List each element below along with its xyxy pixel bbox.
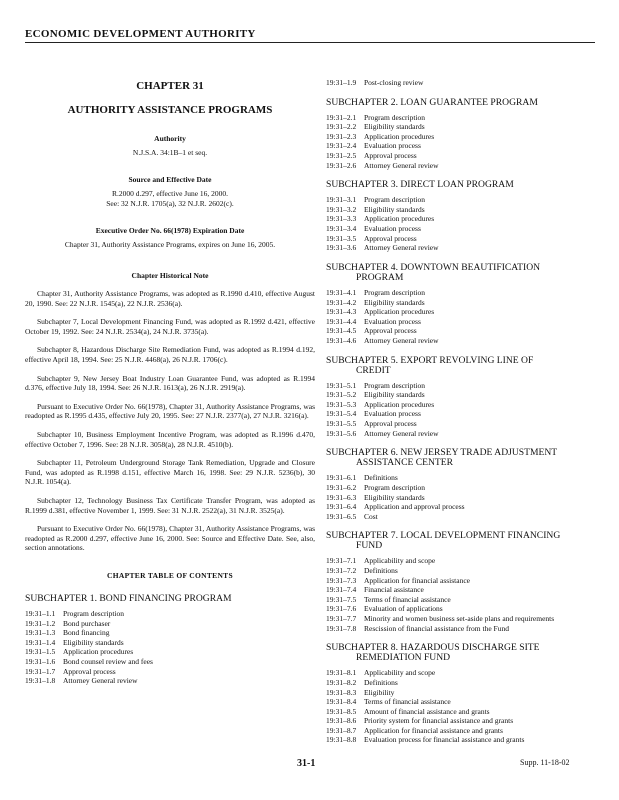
subchapter-1-list — [25, 609, 315, 686]
toc-row — [326, 595, 594, 605]
section-title: Attorney General review — [63, 676, 138, 686]
authority-label: Authority — [154, 134, 186, 143]
subchapter-list — [326, 98, 594, 745]
source-line-2: See: 32 N.J.R. 1705(a), 32 N.J.R. 2602(c). — [106, 199, 234, 208]
section-number: 19:31–8.7 — [326, 725, 357, 735]
history-note: Subchapter 8, Hazardous Discharge Site Remediation Fund, was adopted as R.1994 d.192, effective April 18, 1994. See: 25 N.J.R. 4468(a), 26 N.J.R. 1706(c). — [25, 345, 315, 364]
section-number: 19:31–1.3 — [25, 628, 56, 638]
section-number: 19:31–8.5 — [326, 706, 357, 716]
section-title: Application for financial assistance — [364, 575, 471, 585]
toc-row — [326, 195, 594, 205]
subchapter-1-title: SUBCHAPTER 1. BOND FINANCING PROGRAM — [25, 592, 232, 604]
section-number: 19:31–4.1 — [326, 287, 357, 297]
toc-row — [326, 493, 594, 503]
toc-row — [326, 614, 594, 624]
section-number: 19:31–7.3 — [326, 575, 357, 585]
section-title: Eligibility standards — [364, 492, 425, 502]
subchapter-title — [326, 448, 594, 468]
section-title: Bond counsel review and fees — [63, 656, 153, 666]
toc-row — [326, 429, 594, 439]
running-header: ECONOMIC DEVELOPMENT AUTHORITY — [25, 28, 595, 43]
toc-row — [326, 576, 594, 586]
section-number: 19:31–3.6 — [326, 243, 357, 253]
section-number: 19:31–1.5 — [25, 647, 56, 657]
section-number: 19:31–3.3 — [326, 214, 357, 224]
subchapter-title-cont: REMEDIATION FUND — [356, 652, 451, 664]
section-title: Approval process — [364, 233, 417, 243]
toc-row — [326, 688, 594, 698]
toc-row — [25, 619, 315, 629]
toc-row — [326, 707, 594, 717]
section-number: 19:31–8.6 — [326, 716, 357, 726]
toc-row — [326, 298, 594, 308]
supplement-date: Supp. 11-18-02 — [520, 758, 570, 767]
page-number: 31-1 — [297, 758, 316, 769]
section-number: 19:31–7.6 — [326, 604, 357, 614]
section-title: Application for financial assistance and grants — [364, 725, 503, 735]
section-title: Program description — [364, 482, 426, 492]
section-number: 19:31–4.6 — [326, 335, 357, 345]
section-number: 19:31–8.4 — [326, 697, 357, 707]
section-title: Evaluation process — [364, 409, 421, 419]
section-title: Applicability and scope — [364, 556, 436, 566]
section-number: 19:31–7.2 — [326, 566, 357, 576]
toc-row — [326, 381, 594, 391]
toc-row — [326, 78, 594, 88]
section-number: 19:31–5.6 — [326, 428, 357, 438]
toc-row — [326, 234, 594, 244]
toc-row — [326, 317, 594, 327]
subchapter-title-text: SUBCHAPTER 5. EXPORT REVOLVING LINE OF — [326, 354, 534, 366]
toc-row — [326, 243, 594, 253]
subchapter-title — [326, 531, 594, 551]
subchapter-title — [326, 643, 594, 663]
subchapter-title-cont: FUND — [356, 540, 383, 552]
section-number: 19:31–7.7 — [326, 614, 357, 623]
toc-row — [326, 132, 594, 142]
section-number: 19:31–8.3 — [326, 687, 357, 697]
section-number: 19:31–1.6 — [25, 656, 56, 666]
subchapter-title-text: SUBCHAPTER 2. LOAN GUARANTEE PROGRAM — [326, 96, 538, 108]
section-title: Attorney General review — [364, 335, 439, 345]
toc-row — [326, 224, 594, 234]
toc-row — [326, 409, 594, 419]
section-number: 19:31–7.8 — [326, 623, 357, 633]
authority-text: N.J.S.A. 34:1B–1 et seq. — [132, 148, 208, 157]
section-number: 19:31–4.3 — [326, 307, 357, 317]
eo-text: Chapter 31, Authority Assistance Programs, expires on June 16, 2005. — [64, 240, 276, 249]
section-number: 19:31–1.2 — [25, 618, 56, 628]
right-column — [326, 78, 594, 745]
section-number: 19:31–5.1 — [326, 380, 357, 390]
section-number: 19:31–7.5 — [326, 594, 357, 604]
section-title: Evaluation process — [364, 224, 421, 234]
toc-row — [25, 667, 315, 677]
toc-row — [326, 141, 594, 151]
toc-row — [326, 205, 594, 215]
section-number: 19:31–6.2 — [326, 482, 357, 492]
toc-row — [25, 609, 315, 619]
history-notes — [25, 289, 315, 553]
section-title: Bond purchaser — [63, 618, 111, 628]
history-note: Subchapter 7, Local Development Financing Fund, was adopted as R.1992 d.421, effective October 19, 1992. See: 24 N.J.R. 2534(a), 24 N.J.R. 3735(a). — [25, 317, 315, 336]
section-title: Approval process — [364, 419, 417, 429]
section-title: Program description — [364, 380, 426, 390]
section-number: 19:31–1.4 — [25, 637, 56, 647]
section-number: 19:31–8.1 — [326, 668, 357, 678]
subchapter-title — [326, 98, 594, 108]
toc-row — [326, 336, 594, 346]
section-number: 19:31–1.1 — [25, 608, 56, 618]
section-title: Rescission of financial assistance from the Fund — [364, 623, 509, 633]
subchapter-title-cont: PROGRAM — [356, 271, 404, 283]
toc-row — [25, 647, 315, 657]
section-title: Eligibility standards — [364, 122, 425, 132]
section-title: Priority system for financial assistance and grants — [364, 716, 514, 726]
history-note: Subchapter 9, New Jersey Boat Industry Loan Guarantee Fund, was adopted as R.1994 d.376, effective July 18, 1994. See: 26 N.J.R. 1613(a), 26 N.J.R. 2919(a). — [25, 373, 315, 393]
section-number: 19:31–5.4 — [326, 409, 357, 419]
toc-row — [326, 113, 594, 123]
toc-row — [326, 556, 594, 566]
history-note: Subchapter 12, Technology Business Tax Certificate Transfer Program, was adopted as R.1999 d.381, effective November 1, 1999. See: 31 N.J.R. 2522(a), 31 N.J.R. 3525(a). — [25, 495, 315, 515]
section-title: Definitions — [364, 677, 398, 687]
section-number: 19:31–1.7 — [25, 666, 56, 676]
toc-row — [326, 151, 594, 161]
section-number: 19:31–1.8 — [25, 676, 56, 686]
history-note: Pursuant to Executive Order No. 66(1978), Chapter 31, Authority Assistance Programs, was readopted as R.2000 d.297, effective June 16, 2000. See: Source and Effective Date. See, also, section annotations. — [25, 524, 315, 553]
section-number: 19:31–3.1 — [326, 195, 357, 205]
section-number: 19:31–3.5 — [326, 233, 357, 243]
section-title: Cost — [364, 511, 378, 521]
section-title: Amount of financial assistance and grants — [364, 706, 490, 716]
section-title: Eligibility standards — [364, 390, 425, 400]
section-title: Eligibility standards — [63, 637, 124, 647]
toc-row — [25, 638, 315, 648]
section-title: Application procedures — [364, 131, 435, 141]
section-title: Eligibility — [364, 687, 395, 697]
section-title: Post-closing review — [364, 78, 424, 87]
section-title: Approval process — [364, 151, 417, 161]
section-title: Eligibility standards — [364, 204, 425, 214]
section-title: Program description — [364, 195, 426, 205]
history-label: Chapter Historical Note — [131, 271, 209, 280]
toc-heading: CHAPTER TABLE OF CONTENTS — [107, 570, 233, 580]
toc-row — [25, 676, 315, 686]
subchapter-title — [326, 263, 594, 283]
section-number: 19:31–2.1 — [326, 112, 357, 122]
section-number: 19:31–8.2 — [326, 677, 357, 687]
section-title: Program description — [364, 112, 426, 122]
subchapter-title-text: SUBCHAPTER 8. HAZARDOUS DISCHARGE SITE — [326, 642, 540, 654]
section-title: Approval process — [364, 326, 417, 336]
history-note: Subchapter 11, Petroleum Underground Storage Tank Remediation, Upgrade and Closure Fund, was adopted as R.1998 d.151, effective March 16, 1998. See: 29 N.J.R. 5236(b), 30 N.J.R. 1054(a). — [25, 458, 315, 487]
toc-row — [326, 122, 594, 132]
section-title: Definitions — [364, 473, 398, 483]
toc-row — [326, 400, 594, 410]
toc-row — [326, 512, 594, 522]
section-title: Evaluation process — [364, 316, 421, 326]
section-number: 19:31–3.2 — [326, 204, 357, 214]
section-title: Attorney General review — [364, 243, 439, 253]
section-title: Evaluation of applications — [364, 604, 443, 614]
section-title: Program description — [63, 608, 125, 618]
left-column — [25, 72, 315, 686]
toc-row — [326, 214, 594, 224]
section-title: Approval process — [63, 666, 116, 676]
toc-row — [326, 624, 594, 634]
section-number: 19:31–7.4 — [326, 585, 357, 595]
section-number: 19:31–4.4 — [326, 316, 357, 326]
toc-row — [326, 326, 594, 336]
section-number: 19:31–3.4 — [326, 224, 357, 234]
section-title: Program description — [364, 287, 426, 297]
section-number: 19:31–7.1 — [326, 556, 357, 566]
source-line-1: R.2000 d.297, effective June 16, 2000. — [111, 189, 229, 198]
subchapter-title-text: SUBCHAPTER 3. DIRECT LOAN PROGRAM — [326, 179, 514, 191]
toc-row — [326, 288, 594, 298]
toc-row — [326, 307, 594, 317]
section-title: Terms of financial assistance — [364, 697, 451, 707]
section-title: Bond financing — [63, 628, 110, 638]
toc-row — [326, 678, 594, 688]
section-title: Attorney General review — [364, 160, 439, 170]
subchapter-title-text: SUBCHAPTER 6. NEW JERSEY TRADE ADJUSTMENT — [326, 447, 558, 459]
section-title: Terms of financial assistance — [364, 594, 451, 604]
section-title: Application procedures — [63, 647, 134, 657]
section-number: 19:31–8.8 — [326, 735, 357, 745]
section-number: 19:31–5.2 — [326, 390, 357, 400]
toc-row — [326, 390, 594, 400]
section-title: Definitions — [364, 566, 398, 576]
subchapter-title-text: SUBCHAPTER 4. DOWNTOWN BEAUTIFICATION — [326, 261, 541, 273]
toc-row — [326, 585, 594, 595]
section-title: Minority and women business set-aside plans and requirements — [364, 614, 555, 623]
section-title: Financial assistance — [364, 585, 424, 595]
section-title: Application and approval process — [364, 502, 465, 512]
section-title: Application procedures — [364, 214, 435, 224]
toc-row — [326, 735, 594, 745]
subchapter-title-cont: ASSISTANCE CENTER — [356, 457, 454, 469]
section-number: 19:31–5.3 — [326, 399, 357, 409]
chapter-title: AUTHORITY ASSISTANCE PROGRAMS — [67, 104, 273, 116]
section-title: Application procedures — [364, 399, 435, 409]
section-number: 19:31–4.5 — [326, 326, 357, 336]
toc-row — [326, 483, 594, 493]
toc-row — [326, 604, 594, 614]
subchapter-title — [326, 356, 594, 376]
toc-row — [25, 628, 315, 638]
section-number: 19:31–4.2 — [326, 297, 357, 307]
history-note: Subchapter 10, Business Employment Incentive Program, was adopted as R.1996 d.470, effective October 7, 1996. See: 28 N.J.R. 3058(a), 28 N.J.R. 4510(b). — [25, 429, 315, 449]
section-number: 19:31–5.5 — [326, 419, 357, 429]
section-number: 19:31–2.5 — [326, 151, 357, 161]
history-note: Chapter 31, Authority Assistance Programs, was adopted as R.1990 d.410, effective August 20, 1990. See: 22 N.J.R. 1545(a), 22 N.J.R. 2536(a). — [25, 289, 315, 308]
section-number: 19:31–6.4 — [326, 502, 357, 512]
history-note: Pursuant to Executive Order No. 66(1978), Chapter 31, Authority Assistance Programs, was readopted as R.1995 d.435, effective July 20, 1995. See: 27 N.J.R. 2377(a), 27 N.J.R. 3216(a). — [25, 401, 315, 421]
section-title: Attorney General review — [364, 428, 439, 438]
section-title: Applicability and scope — [364, 668, 436, 678]
section-number: 19:31–6.3 — [326, 492, 357, 502]
toc-row — [25, 657, 315, 667]
section-number: 19:31–2.2 — [326, 122, 357, 132]
toc-row — [326, 566, 594, 576]
chapter-number: CHAPTER 31 — [136, 80, 204, 92]
toc-row — [326, 502, 594, 512]
toc-row — [326, 716, 594, 726]
toc-row — [326, 473, 594, 483]
toc-row — [326, 419, 594, 429]
section-number: 19:31–2.3 — [326, 131, 357, 141]
section-title: Application procedures — [364, 307, 435, 317]
section-number: 19:31–6.5 — [326, 511, 357, 521]
subchapter-title-text: SUBCHAPTER 7. LOCAL DEVELOPMENT FINANCING — [326, 530, 561, 542]
subchapter-title — [326, 180, 594, 190]
section-number: 19:31–1.9 — [326, 78, 357, 87]
toc-row — [326, 161, 594, 171]
toc-row — [326, 668, 594, 678]
source-label: Source and Effective Date — [128, 175, 212, 184]
section-title: Eligibility standards — [364, 297, 425, 307]
toc-row — [326, 726, 594, 736]
eo-label: Executive Order No. 66(1978) Expiration Date — [95, 226, 245, 235]
section-number: 19:31–6.1 — [326, 473, 357, 483]
subchapter-title-cont: CREDIT — [356, 364, 391, 376]
section-number: 19:31–2.6 — [326, 160, 357, 170]
toc-row — [326, 697, 594, 707]
section-number: 19:31–2.4 — [326, 141, 357, 151]
section-title: Evaluation process — [364, 141, 421, 151]
section-title: Evaluation process for financial assistance and grants — [364, 735, 525, 745]
